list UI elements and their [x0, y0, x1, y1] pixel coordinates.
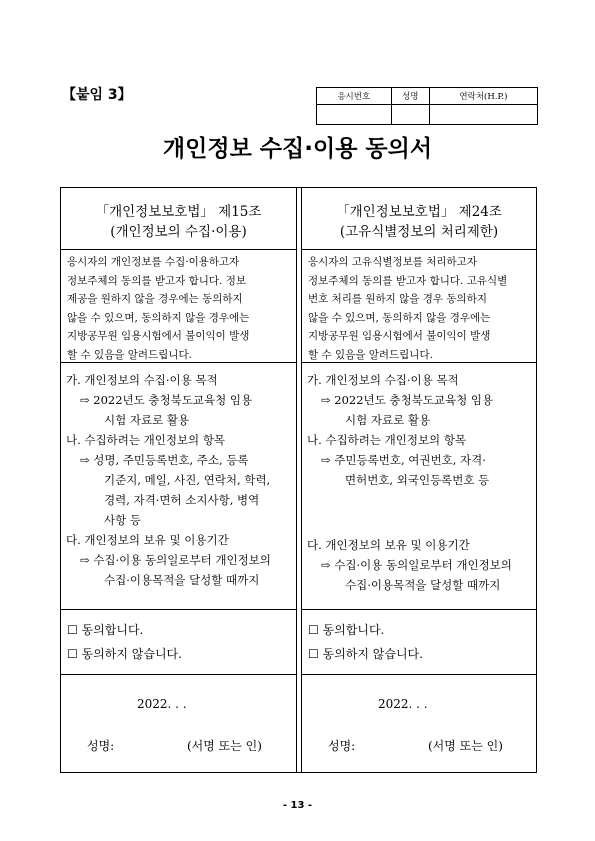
- consent-column-collection: [61, 188, 297, 772]
- retention-line: ⇨ 수집·이용 동의일로부터 개인정보의: [80, 553, 271, 567]
- consent-details: [302, 363, 536, 610]
- consent-details: [61, 363, 296, 610]
- items-line: 면허번호, 외국인등록번호 등: [345, 473, 490, 487]
- signature-hint[interactable]: (서명 또는 인): [187, 739, 262, 753]
- applicant-phone-field[interactable]: [429, 105, 537, 125]
- notice-line: 할 수 있음을 알려드립니다.: [308, 348, 433, 361]
- consent-choice: [302, 610, 536, 675]
- applicant-name-field[interactable]: [391, 105, 429, 125]
- retention-heading: 다. 개인정보의 보유 및 이용기간: [307, 538, 470, 552]
- retention-line: 수집·이용목적을 달성할 때까지: [104, 573, 260, 587]
- disagree-checkbox[interactable]: ☐ 동의하지 않습니다.: [67, 647, 182, 661]
- items-line: 기준지, 메일, 사진, 연락처, 학력,: [104, 473, 271, 487]
- sign-date[interactable]: 2022. . .: [137, 697, 187, 711]
- retention-line: 수집·이용목적을 달성할 때까지: [345, 578, 501, 592]
- purpose-line: 시험 자료로 활용: [104, 413, 190, 427]
- signature-area: [302, 675, 536, 774]
- notice-line: 않을 수 있으며, 동의하지 않을 경우에는: [308, 311, 491, 324]
- purpose-line: 시험 자료로 활용: [345, 413, 431, 427]
- law-article: 「개인정보보호법」 제24조: [336, 204, 502, 220]
- attachment-label: 【붙임 3】: [62, 87, 132, 103]
- applicant-phone-header: 연락처(H.P.): [429, 88, 537, 105]
- law-article: 「개인정보보호법」 제15조: [95, 204, 262, 220]
- items-line: ⇨ 성명, 주민등록번호, 주소, 등록: [80, 453, 249, 467]
- purpose-heading: 가. 개인정보의 수집·이용 목적: [66, 373, 218, 387]
- items-heading: 나. 수집하려는 개인정보의 항목: [66, 433, 226, 447]
- notice-line: 응시자의 고유식별정보를 처리하고자: [308, 256, 477, 268]
- agree-checkbox[interactable]: ☐ 동의합니다.: [308, 623, 385, 637]
- notice-line: 제공을 원하지 않을 경우에는 동의하지: [67, 293, 243, 305]
- law-subject: (개인정보의 수집·이용): [110, 224, 247, 240]
- signature-hint[interactable]: (서명 또는 인): [428, 739, 503, 753]
- sign-date[interactable]: 2022. . .: [378, 697, 428, 711]
- purpose-heading: 가. 개인정보의 수집·이용 목적: [307, 373, 459, 387]
- law-reference: [61, 188, 296, 250]
- consent-notice: [61, 250, 296, 363]
- law-reference: [302, 188, 536, 250]
- notice-line: 정보주체의 동의를 받고자 합니다. 고유식별: [308, 274, 508, 287]
- page-number: - 13 -: [282, 800, 313, 811]
- notice-line: 않을 수 있으며, 동의하지 않을 경우에는: [67, 311, 250, 324]
- signer-label: 성명:: [87, 739, 115, 753]
- consent-column-unique-id: [301, 188, 536, 772]
- notice-line: 응시자의 개인정보를 수집·이용하고자: [67, 256, 240, 268]
- signature-area: [61, 675, 296, 774]
- consent-choice: [61, 610, 296, 675]
- applicant-name-header: 성명: [391, 88, 429, 105]
- retention-line: ⇨ 수집·이용 동의일로부터 개인정보의: [321, 558, 512, 572]
- purpose-line: ⇨ 2022년도 충청북도교육청 임용: [321, 393, 494, 407]
- consent-form: [60, 187, 537, 773]
- document-title: 개인정보 수집·이용 동의서: [162, 136, 433, 162]
- notice-line: 지방공무원 임용시험에서 불이익이 발생: [308, 330, 491, 342]
- applicant-number-header: 응시번호: [317, 88, 392, 105]
- notice-line: 번호 처리를 원하지 않을 경우 동의하지: [308, 293, 487, 305]
- notice-line: 지방공무원 임용시험에서 불이익이 발생: [67, 330, 250, 342]
- retention-heading: 다. 개인정보의 보유 및 이용기간: [66, 533, 229, 547]
- applicant-info-table: [316, 87, 538, 125]
- notice-line: 정보주체의 동의를 받고자 합니다. 정보: [67, 274, 246, 287]
- purpose-line: ⇨ 2022년도 충청북도교육청 임용: [80, 393, 253, 407]
- items-heading: 나. 수집하려는 개인정보의 항목: [307, 433, 467, 447]
- applicant-number-field[interactable]: [317, 105, 392, 125]
- law-subject: (고유식별정보의 처리제한): [339, 224, 499, 240]
- agree-checkbox[interactable]: ☐ 동의합니다.: [67, 623, 144, 637]
- items-line: 경력, 자격·면허 소지사항, 병역: [104, 493, 260, 507]
- signer-label: 성명:: [328, 739, 356, 753]
- items-line: 사항 등: [104, 513, 141, 527]
- consent-notice: [302, 250, 536, 363]
- disagree-checkbox[interactable]: ☐ 동의하지 않습니다.: [308, 647, 423, 661]
- notice-line: 할 수 있음을 알려드립니다.: [67, 348, 192, 361]
- items-line: ⇨ 주민등록번호, 여권번호, 자격·: [321, 453, 486, 467]
